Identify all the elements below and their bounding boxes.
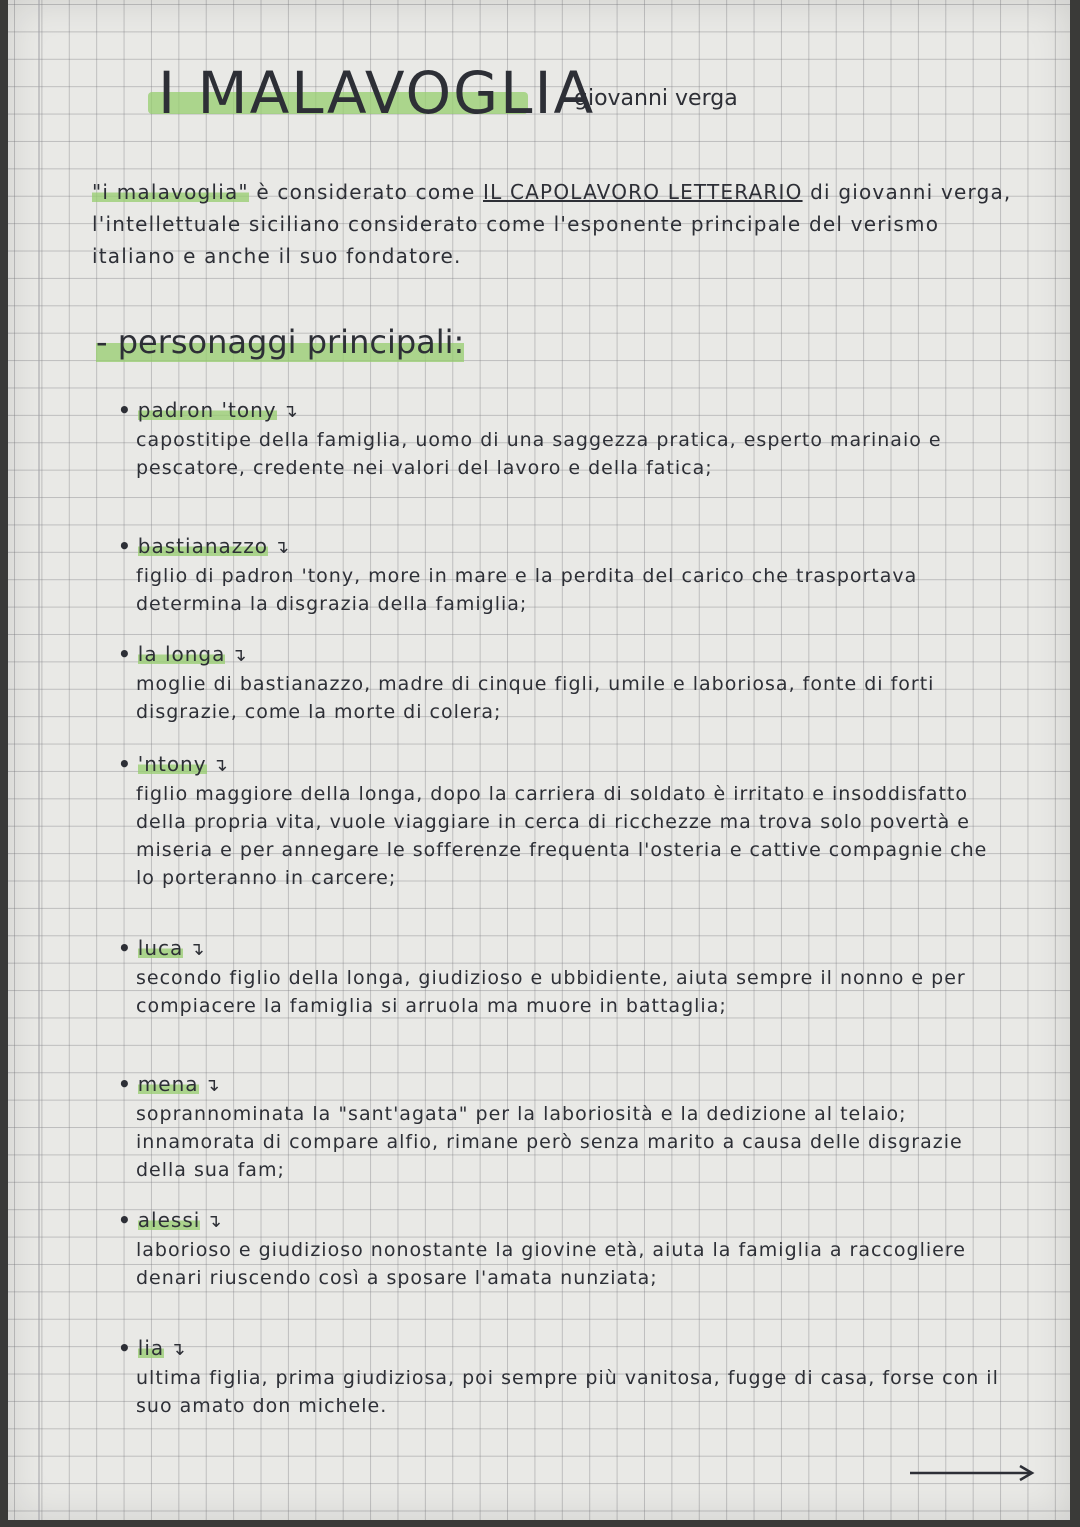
bullet-icon: • bbox=[118, 936, 132, 960]
curved-arrow-icon: ↴ bbox=[170, 1339, 187, 1360]
curved-arrow-icon: ↴ bbox=[189, 939, 206, 960]
curved-arrow-icon: ↴ bbox=[282, 401, 299, 422]
author-name: giovanni verga bbox=[574, 86, 738, 111]
character-description: ultima figlia, prima giudiziosa, poi sempre più vanitosa, fugge di casa, forse con il suo amato don michele. bbox=[136, 1367, 999, 1417]
curved-arrow-icon: ↴ bbox=[274, 537, 291, 558]
character-description: soprannominata la "sant'agata" per la laboriosità e la dedizione al telaio; innamorata di compare alfio, rimane però senza marito a causa delle disgrazie della sua fam; bbox=[136, 1103, 963, 1181]
bullet-icon: • bbox=[118, 752, 132, 776]
bullet-icon: • bbox=[118, 398, 132, 422]
bullet-icon: • bbox=[118, 1208, 132, 1232]
curved-arrow-icon: ↴ bbox=[212, 755, 229, 776]
character-description: moglie di bastianazzo, madre di cinque figli, umile e laboriosa, fonte di forti disgrazie, come la morte di colera; bbox=[136, 673, 935, 723]
intro-text-1: è considerato come bbox=[248, 180, 484, 204]
character-name: 'ntony bbox=[137, 752, 207, 776]
character-description: figlio di padron 'tony, more in mare e la perdita del carico che trasportava determina la disgrazia della famiglia; bbox=[136, 565, 918, 615]
character-name: lia bbox=[137, 1336, 165, 1360]
intro-text-2: di giovanni verga, l'intellettuale siciliano considerato come l'esponente principale del verismo italiano e anche il suo fondatore. bbox=[92, 180, 1012, 268]
character-item bbox=[118, 934, 1008, 1020]
character-name: mena bbox=[137, 1072, 199, 1096]
bullet-icon: • bbox=[118, 1072, 132, 1096]
section-heading: - personaggi principali: bbox=[96, 318, 464, 366]
character-name: bastianazzo bbox=[137, 534, 268, 558]
intro-quote: "i malavoglia" bbox=[92, 180, 249, 204]
character-description: capostitipe della famiglia, uomo di una saggezza pratica, esperto marinaio e pescatore, credente nei valori del lavoro e della fatica; bbox=[136, 429, 942, 479]
character-name: padron 'tony bbox=[137, 398, 277, 422]
character-name: alessi bbox=[137, 1208, 201, 1232]
page-title: I MALAVOGLIA bbox=[158, 59, 596, 127]
character-item bbox=[118, 1070, 1008, 1184]
character-description: secondo figlio della longa, giudizioso e ubbidiente, aiuta sempre il nonno e per compiacere la famiglia si arruola ma muore in battaglia; bbox=[136, 967, 966, 1017]
character-item bbox=[118, 750, 1008, 892]
intro-caps: IL CAPOLAVORO LETTERARIO bbox=[483, 180, 803, 204]
character-item bbox=[118, 1206, 1008, 1292]
curved-arrow-icon: ↴ bbox=[204, 1075, 221, 1096]
intro-paragraph bbox=[92, 176, 1012, 272]
bullet-icon: • bbox=[118, 534, 132, 558]
margin-line bbox=[38, 0, 40, 1520]
character-item bbox=[118, 640, 1008, 726]
bullet-icon: • bbox=[118, 1336, 132, 1360]
character-item bbox=[118, 396, 1008, 482]
character-item bbox=[118, 532, 1008, 618]
curved-arrow-icon: ↴ bbox=[231, 645, 248, 666]
bullet-icon: • bbox=[118, 642, 132, 666]
character-name: la longa bbox=[137, 642, 226, 666]
character-item bbox=[118, 1334, 1008, 1420]
character-description: laborioso e giudizioso nonostante la giovine età, aiuta la famiglia a raccogliere denari riuscendo così a sposare l'amata nunziata; bbox=[136, 1239, 966, 1289]
notebook-page bbox=[8, 0, 1070, 1520]
character-description: figlio maggiore della longa, dopo la carriera di soldato è irritato e insoddisfatto della propria vita, vuole viaggiare in cerca di ricchezze ma trova solo povertà e miseria e per annegare le sofferenze frequenta l'osteria e cattive compagnie che lo porteranno in carcere; bbox=[136, 783, 988, 889]
curved-arrow-icon: ↴ bbox=[206, 1211, 223, 1232]
long-arrow-right-icon bbox=[908, 1456, 1038, 1491]
character-name: luca bbox=[137, 936, 184, 960]
